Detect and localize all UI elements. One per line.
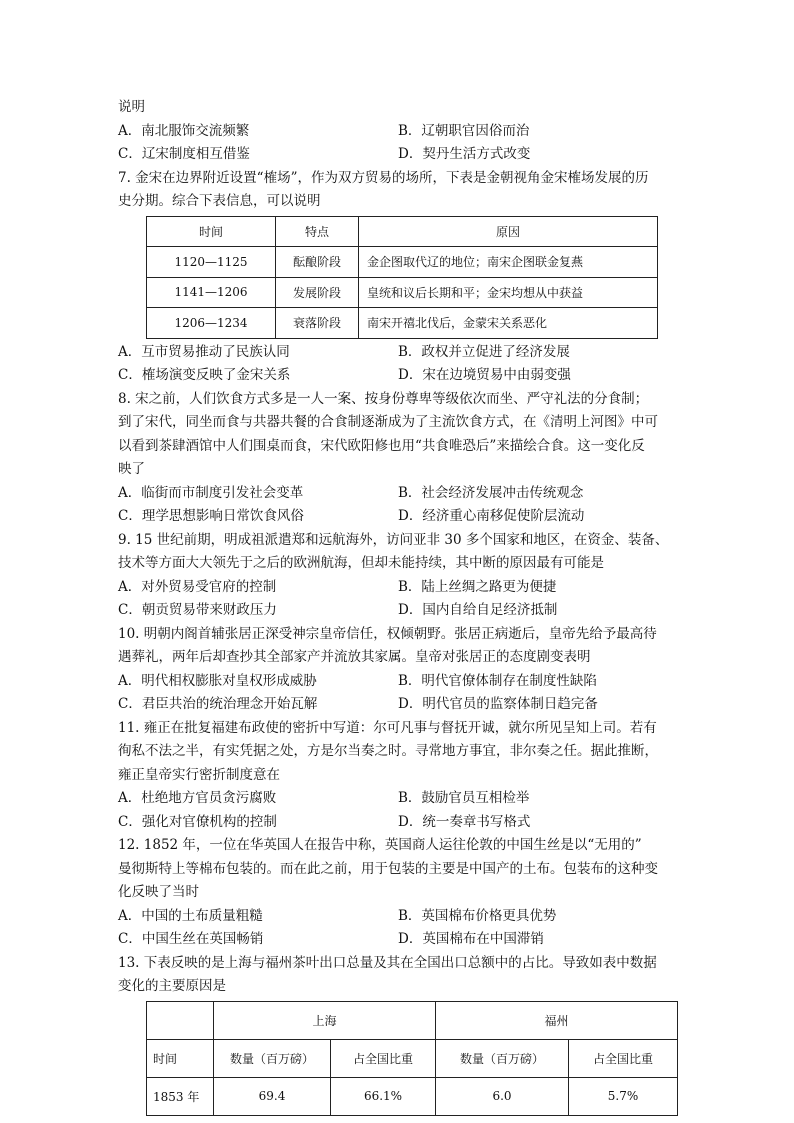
table-cell: 衰落阶段: [276, 308, 359, 339]
q6-options-row1: [118, 120, 678, 144]
q12-option-b[interactable]: B．英国棉布价格更具优势: [398, 907, 557, 924]
q10-option-c[interactable]: C．君臣共治的统治理念开始瓦解: [118, 696, 318, 712]
q8-options-row2: [118, 505, 678, 529]
table-cell: 金企图取代辽的地位；南宋企图联金复燕: [359, 247, 658, 278]
q8-option-a[interactable]: A．临街而市制度引发社会变革: [118, 484, 304, 501]
q9-options-row1: [118, 576, 678, 600]
q12-stem-line: 化反映了当时: [118, 884, 199, 900]
q7-stem-line: 7. 金宋在边界附近设置“榷场”，作为双方贸易的场所，下表是金朝视角金宋榷场发展的历: [118, 169, 649, 186]
q8-option-c[interactable]: C．理学思想影响日常饮食风俗: [118, 508, 304, 524]
q12-options-row2: [118, 928, 678, 952]
header-cell: [147, 1001, 214, 1039]
q8-option-b[interactable]: B．社会经济发展冲击传统观念: [398, 484, 584, 501]
q7-stem-line: 史分期。综合下表信息，可以说明: [118, 193, 321, 209]
q11-options-row1: [118, 787, 678, 811]
table-cell: 6.0: [436, 1077, 569, 1115]
header-cell: 特点: [276, 216, 359, 247]
header-cell: 时间: [147, 216, 276, 247]
q8-stem-line: 以看到茶肆酒馆中人们围桌而食，宋代欧阳修也用“共食唯恐后”来描绘合食。这一变化反: [118, 437, 645, 454]
table-cell: 1141—1206: [147, 277, 276, 308]
group-header-cell: 上海: [214, 1001, 436, 1039]
q7-table: [146, 216, 658, 339]
q11-stem-line: 11. 雍正在批复福建布政使的密折中写道：尔可凡事与督抚开诚，就尔所见呈知上司。若有: [118, 719, 657, 736]
q8-stem-line: 8. 宋之前，人们饮食方式多是一人一案、按身份尊卑等级依次而坐、严守礼法的分食制；: [118, 390, 649, 407]
q6-tail: 说明: [118, 99, 145, 115]
q12-option-a[interactable]: A．中国的土布质量粗糙: [118, 907, 263, 924]
q9-stem-line: 9. 15 世纪前期，明成祖派遣郑和远航海外，访问亚非 30 多个国家和地区，在资金、装备、: [118, 531, 669, 548]
q8-stem-line: 到了宋代，同坐而食与共器共餐的合食制逐渐成为了主流饮食方式，在《清明上河图》中可: [118, 414, 658, 430]
table-cell: 发展阶段: [276, 277, 359, 308]
q7-options-row2: [118, 364, 678, 388]
header-cell: 占全国比重: [569, 1039, 678, 1077]
exam-page: [118, 96, 678, 1116]
table-cell: 1120—1125: [147, 247, 276, 278]
q12-stem-line: 曼彻斯特上等棉布包装的。而在此之前，用于包装的主要是中国产的土布。包装布的这种变: [118, 860, 658, 877]
table-cell: 1853 年: [147, 1077, 214, 1115]
table-header-row: [147, 1039, 678, 1077]
group-header-cell: 福州: [436, 1001, 678, 1039]
table-cell: 酝酿阶段: [276, 247, 359, 278]
table-row: [147, 277, 658, 308]
q10-option-d[interactable]: D．明代官员的监察体制日趋完备: [398, 696, 598, 712]
q10-option-b[interactable]: B．明代官僚体制存在制度性缺陷: [398, 672, 597, 689]
q10-stem-line: 10. 明朝内阁首辅张居正深受神宗皇帝信任，权倾朝野。张居正病逝后，皇帝先给予最高待: [118, 625, 657, 642]
header-cell: 数量（百万磅）: [436, 1039, 569, 1077]
header-cell: 数量（百万磅）: [214, 1039, 331, 1077]
q12-option-c[interactable]: C．中国生丝在英国畅销: [118, 931, 264, 947]
q12-option-d[interactable]: D．英国棉布在中国滞销: [398, 931, 544, 947]
q7-options-row1: [118, 341, 678, 365]
table-group-header-row: [147, 1001, 678, 1039]
table-row: [147, 1077, 678, 1115]
q11-option-b[interactable]: B．鼓励官员互相检举: [398, 790, 530, 806]
q9-option-a[interactable]: A．对外贸易受官府的控制: [118, 578, 277, 595]
q9-option-b[interactable]: B．陆上丝绸之路更为便捷: [398, 578, 557, 595]
q8-options-row1: [118, 482, 678, 506]
q6-option-d[interactable]: D．契丹生活方式改变: [398, 146, 531, 162]
q10-options-row1: [118, 670, 678, 694]
table-cell: 66.1%: [331, 1077, 436, 1115]
q6-option-b[interactable]: B．辽朝职官因俗而治: [398, 122, 530, 139]
q13-table: [146, 1001, 678, 1116]
q8-stem-line: 映了: [118, 461, 145, 477]
q11-option-c[interactable]: C．强化对官僚机构的控制: [118, 813, 277, 830]
header-cell: 占全国比重: [331, 1039, 436, 1077]
q8-option-d[interactable]: D．经济重心南移促使阶层流动: [398, 508, 585, 524]
q10-stem-line: 遇葬礼，两年后却查抄其全部家产并流放其家属。皇帝对张居正的态度剧变表明: [118, 649, 591, 665]
table-cell: 皇统和议后长期和平；金宋均想从中获益: [359, 277, 658, 308]
q11-option-a[interactable]: A．杜绝地方官员贪污腐败: [118, 790, 277, 806]
q10-options-row2: [118, 693, 678, 717]
q12-stem-line: 12. 1852 年，一位在华英国人在报告中称，英国商人运往伦敦的中国生丝是以“无用的”: [118, 837, 642, 853]
q11-option-d[interactable]: D．统一奏章书写格式: [398, 813, 531, 830]
q7-option-c[interactable]: C．榷场演变反映了金宋关系: [118, 367, 291, 383]
q7-option-b[interactable]: B．政权并立促进了经济发展: [398, 343, 570, 360]
q10-option-a[interactable]: A．明代相权膨胀对皇权形成威胁: [118, 672, 317, 689]
q6-options-row2: [118, 143, 678, 167]
table-row: [147, 247, 658, 278]
table-row: [147, 308, 658, 339]
q11-stem-line: 雍正皇帝实行密折制度意在: [118, 766, 280, 783]
table-cell: 69.4: [214, 1077, 331, 1115]
q9-option-c[interactable]: C．朝贡贸易带来财政压力: [118, 602, 277, 618]
table-header-row: [147, 216, 658, 247]
q11-options-row2: [118, 811, 678, 835]
q6-option-a[interactable]: A．南北服饰交流频繁: [118, 122, 250, 139]
table-cell: 5.7%: [569, 1077, 678, 1115]
header-cell: 原因: [359, 216, 658, 247]
q7-option-d[interactable]: D．宋在边境贸易中由弱变强: [398, 367, 571, 383]
q13-stem-line: 变化的主要原因是: [118, 978, 226, 994]
q9-options-row2: [118, 599, 678, 623]
table-cell: 1206—1234: [147, 308, 276, 339]
q9-option-d[interactable]: D．国内自给自足经济抵制: [398, 602, 558, 618]
q12-options-row1: [118, 905, 678, 929]
q9-stem-line: 技术等方面大大领先于之后的欧洲航海，但却未能持续，其中断的原因最有可能是: [118, 555, 604, 571]
q11-stem-line: 徇私不法之半，有实凭据之处，方是尔当奏之时。寻常地方事宜，非尔奏之任。据此推断，: [118, 743, 658, 759]
q7-option-a[interactable]: A．互市贸易推动了民族认同: [118, 343, 290, 360]
q6-option-c[interactable]: C．辽宋制度相互借鉴: [118, 146, 250, 162]
q13-stem-line: 13. 下表反映的是上海与福州茶叶出口总量及其在全国出口总额中的占比。导致如表中数据: [118, 954, 657, 971]
table-cell: 南宋开禧北伐后，金蒙宋关系恶化: [359, 308, 658, 339]
header-cell: 时间: [147, 1039, 214, 1077]
